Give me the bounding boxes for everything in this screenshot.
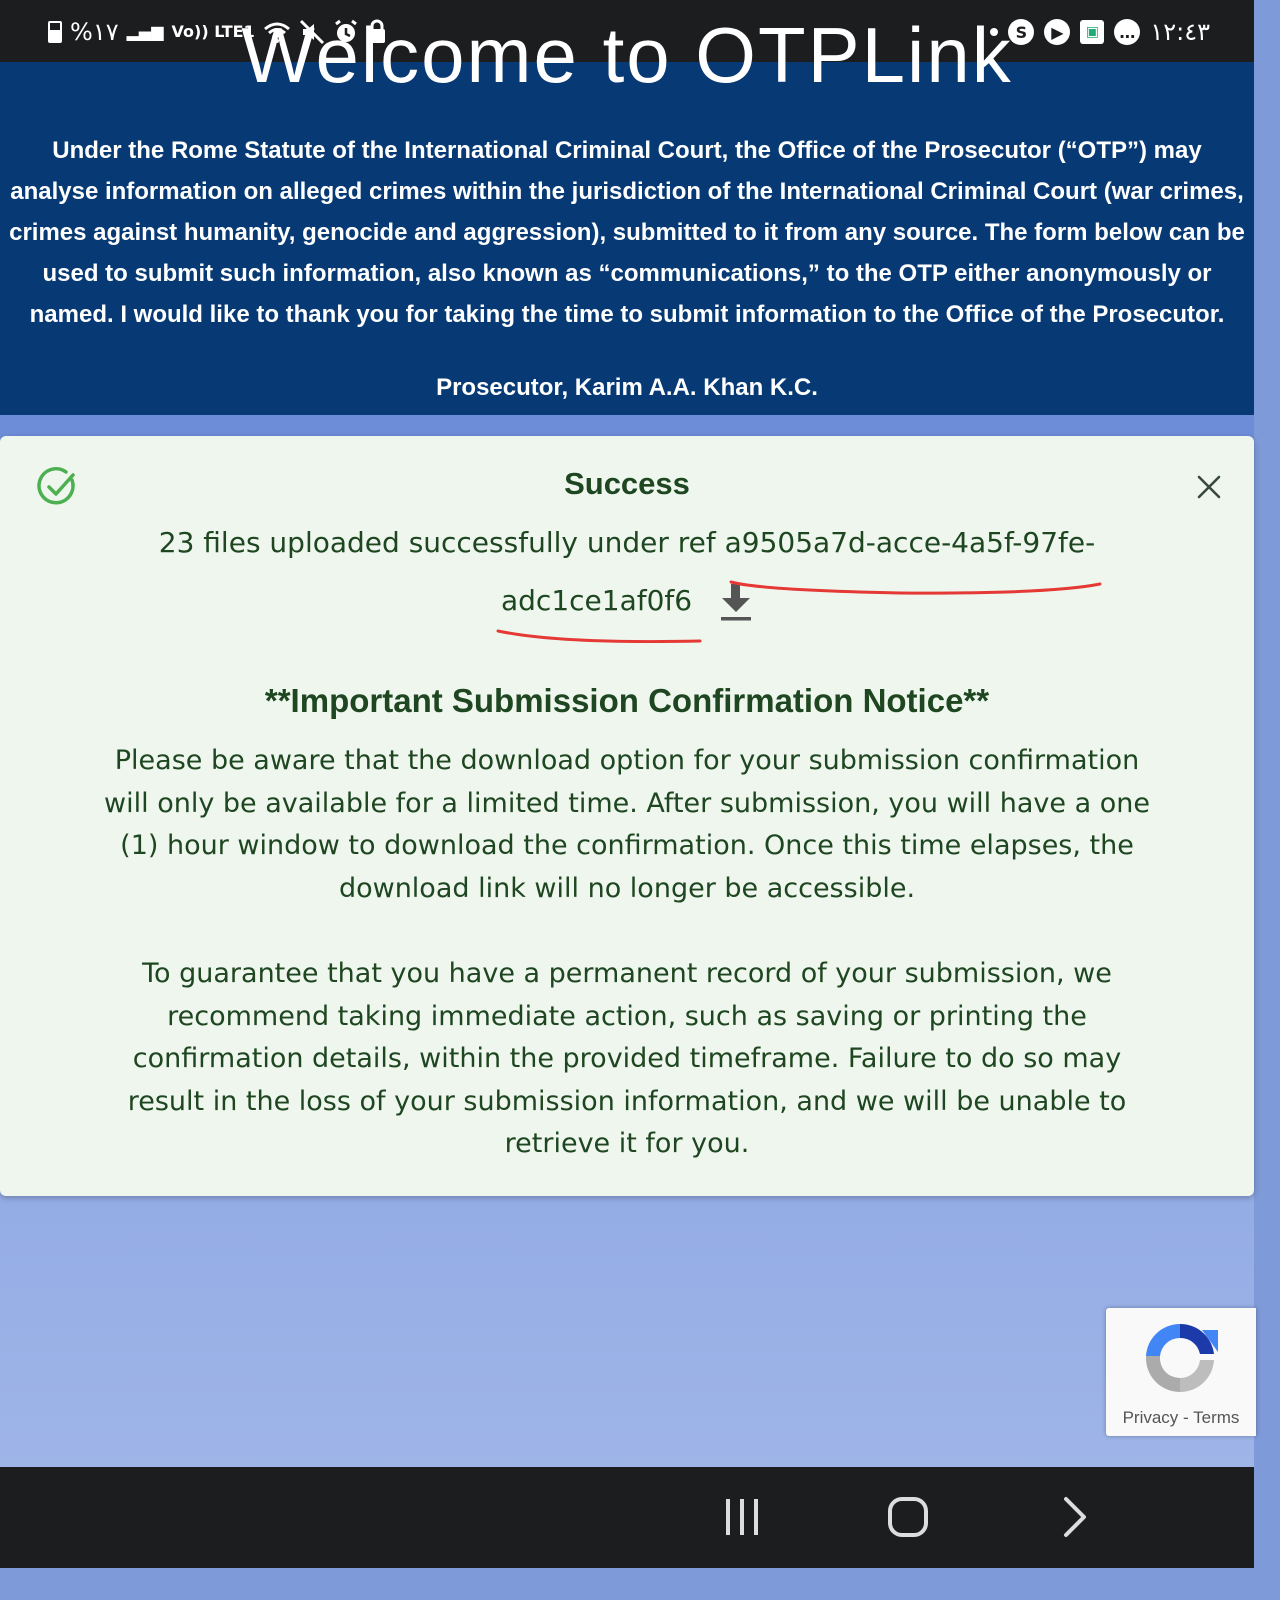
alert-title: Success <box>564 466 690 501</box>
recaptcha-badge <box>1106 1308 1256 1436</box>
play-notification-icon: ▶ <box>1044 19 1070 45</box>
notice-paragraph-2: To guarantee that you have a permanent record of your submission, we recommend taking immediate action, such as saving or printing the confirmation details, within the provided timeframe. Failure to do so may result in the loss of your submission information, and we will be unable to retrieve it for you. <box>127 958 1127 1160</box>
back-icon[interactable] <box>1056 1495 1090 1539</box>
upload-message: 23 files uploaded successfully under ref a9505a7d-acce-4a5f-97fe- <box>158 526 1096 559</box>
page-title: Welcome to OTPLink <box>241 11 1013 99</box>
navigation-bar <box>0 1467 1254 1568</box>
volte-label: Vo)) LTE1 <box>171 22 255 41</box>
gallery-notification-icon: ▣ <box>1080 20 1104 44</box>
notice-heading: **Important Submission Confirmation Notice** <box>264 682 990 719</box>
prosecutor-signature: Prosecutor, Karim A.A. Khan K.C. <box>436 374 818 401</box>
message-notification-icon: … <box>1114 19 1140 45</box>
app-notification-icon: S <box>1008 19 1034 45</box>
signal-icon: ▂▄▆ <box>126 22 164 41</box>
notice-paragraph-1: Please be aware that the download option for your submission confirmation will only be available for a limited time. After submission, you will have a one (1) hour window to download the confirmation. Once this time elapses, the download link will no longer be accessible. <box>104 745 1150 904</box>
privacy-link[interactable]: Privacy <box>1122 1408 1179 1427</box>
home-icon[interactable] <box>886 1495 930 1539</box>
battery-percent: %١٧ <box>70 18 119 46</box>
download-icon[interactable] <box>719 582 753 622</box>
terms-link[interactable]: Terms <box>1193 1408 1240 1427</box>
intro-text: Under the Rome Statute of the International Criminal Court, the Office of the Prosecutor (“OTP”) may analyse information on alleged crimes within the jurisdiction of the International Criminal Court (war crimes, crimes against humanity, genocide and aggression), submitted to it from any source. The form below can be used to submit such information, also known as “communications,” to the OTP either anonymously or named. I would like to thank you for taking the time to submit information to the Office of the Prosecutor. <box>9 137 1245 328</box>
reference-id-suffix: adc1ce1af0f6 <box>501 584 693 617</box>
recaptcha-logo-icon <box>1138 1316 1222 1400</box>
recaptcha-links <box>1106 1408 1256 1428</box>
links-separator: - <box>1178 1408 1194 1427</box>
upload-reference-line <box>0 582 1254 622</box>
recent-apps-icon[interactable] <box>722 1495 762 1539</box>
clock: ١٢:٤٣ <box>1150 18 1210 46</box>
